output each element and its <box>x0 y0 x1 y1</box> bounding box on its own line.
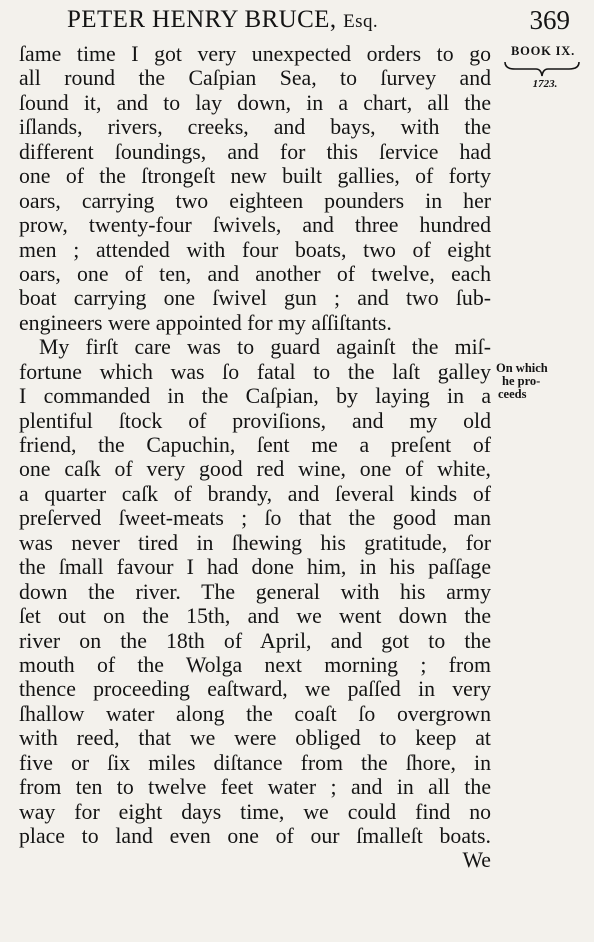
running-head <box>67 6 378 34</box>
margin-note <box>496 362 586 401</box>
text-line: prow, twenty-four ſwivels, and three hundred <box>19 213 491 238</box>
text-line: river on the 18th of April, and got to the <box>19 628 491 653</box>
text-line: was never tired in ſhewing his gratitude, for <box>19 530 491 555</box>
margin-book-label: BOOK IX. <box>510 44 576 58</box>
text-line: down the river. The general with his army <box>19 579 491 604</box>
body-text <box>19 42 491 873</box>
text-line: My firſt care was to guard againſt the miſ- <box>39 335 491 360</box>
text-line: one caſk of very good red wine, one of white, <box>19 457 491 482</box>
text-line: all round the Caſpian Sea, to ſurvey and <box>19 66 491 91</box>
text-line: engineers were appointed for my aſſiſtants. <box>19 310 392 335</box>
text-line: ſound it, and to lay down, in a chart, all the <box>19 90 491 115</box>
page-header <box>0 4 594 40</box>
margin-note-line: he pro- <box>502 374 541 388</box>
page-number: 369 <box>529 5 570 35</box>
text-line: oars, one of ten, and another of twelve, each <box>19 261 491 286</box>
text-line: place to land even one of our ſmalleſt boats. <box>19 824 491 848</box>
text-line: the ſmall favour I had done him, in his paſſage <box>19 555 491 580</box>
text-line: a quarter caſk of brandy, and ſeveral kinds of <box>19 481 491 506</box>
text-line: preſerved ſweet-meats ; ſo that the good man <box>19 506 491 531</box>
margin-note-line: ceeds <box>498 387 527 401</box>
text-line: oars, carrying two eighteen pounders in her <box>19 188 491 213</box>
running-head-title: PETER HENRY BRUCE, <box>67 6 337 33</box>
text-line: five or ſix miles diſtance from the ſhore, in <box>19 750 491 775</box>
running-head-suffix: Esq. <box>343 11 379 32</box>
text-line: plentiful ſtock of proviſions, and my old <box>19 408 491 433</box>
text-line: ſame time I got very unexpected orders to go <box>19 42 491 66</box>
margin-brace-icon <box>503 60 581 78</box>
text-line: ſhallow water along the coaſt ſo overgrown <box>19 701 491 726</box>
margin-year: 1723. <box>532 78 558 90</box>
text-line: from ten to twelve feet water ; and in all the <box>19 775 491 800</box>
text-line: men ; attended with four boats, two of eight <box>19 237 491 262</box>
text-line: with reed, that we were obliged to keep at <box>19 726 491 751</box>
text-line: ſet out on the 15th, and we went down the <box>19 604 491 629</box>
margin-note-line: On which <box>496 361 548 375</box>
text-line: fortune which was ſo fatal to the laſt galley <box>19 359 491 384</box>
text-line: iſlands, rivers, creeks, and bays, with the <box>19 115 491 140</box>
text-line: friend, the Capuchin, ſent me a preſent of <box>19 433 491 457</box>
text-line: boat carrying one ſwivel gun ; and two ſub- <box>19 286 491 311</box>
text-line: way for eight days time, we could find no <box>19 799 491 824</box>
text-line: thence proceeding eaſtward, we paſſed in very <box>19 677 491 702</box>
text-line: I commanded in the Caſpian, by laying in a <box>19 384 491 409</box>
text-line: one of the ſtrongeſt new built gallies, of forty <box>19 164 491 189</box>
text-line: different ſoundings, and for this ſervice had <box>19 139 491 164</box>
text-line: mouth of the Wolga next morning ; from <box>19 652 491 677</box>
catchword: We <box>462 848 491 873</box>
